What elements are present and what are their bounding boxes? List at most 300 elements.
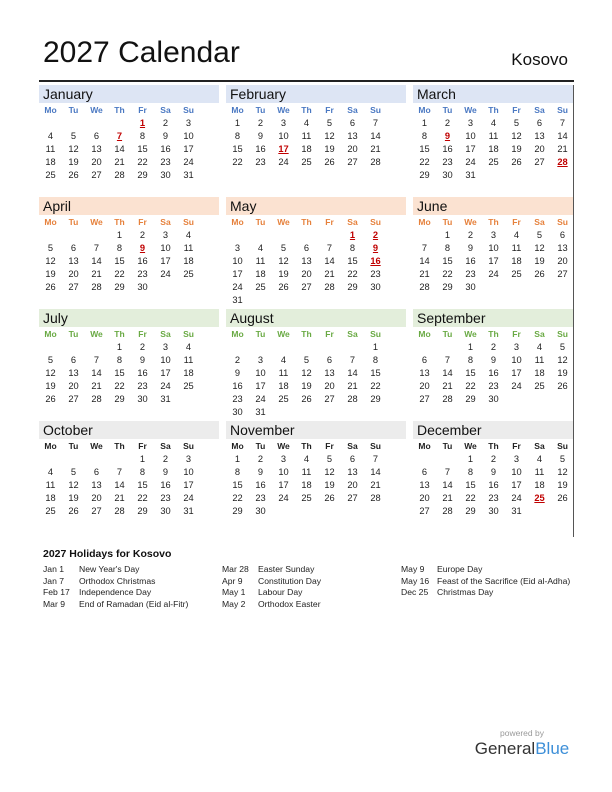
day-cell: 30 xyxy=(442,170,453,180)
day-cell: 28 xyxy=(370,493,381,503)
day-cell: 1 xyxy=(467,454,474,464)
weekday-label: We xyxy=(464,441,477,451)
day-cell: 20 xyxy=(419,381,430,391)
day-cell: 26 xyxy=(45,282,56,292)
day-cell: 23 xyxy=(255,493,266,503)
day-cell: 18 xyxy=(301,480,312,490)
day-cell: 13 xyxy=(419,480,430,490)
week-row xyxy=(39,380,219,393)
day-cell: 20 xyxy=(91,493,102,503)
month-block xyxy=(39,309,219,421)
day-cell: 7 xyxy=(349,355,356,365)
weekday-label: Su xyxy=(557,105,568,115)
day-cell xyxy=(551,169,574,182)
day-cell: 23 xyxy=(488,381,499,391)
day-cell: 24 xyxy=(488,269,499,279)
day-cell: 23 xyxy=(137,381,148,391)
holiday-date: May 2 xyxy=(222,598,246,609)
weekday-label: Tu xyxy=(68,329,79,339)
day-cell xyxy=(177,281,200,294)
week-row xyxy=(413,130,574,143)
day-cell: 21 xyxy=(419,269,430,279)
holiday-day-cell: 1 xyxy=(139,118,146,128)
weekday-label: Tu xyxy=(442,441,453,451)
day-cell: 21 xyxy=(370,480,381,490)
day-cell xyxy=(341,341,364,354)
day-cell: 31 xyxy=(511,506,522,516)
day-cell: 11 xyxy=(183,355,194,365)
day-cell: 1 xyxy=(116,230,123,240)
day-cell: 5 xyxy=(303,355,310,365)
week-row xyxy=(413,341,574,354)
day-cell xyxy=(482,281,505,294)
day-cell xyxy=(85,117,108,130)
day-cell: 11 xyxy=(301,467,312,477)
week-row xyxy=(413,242,574,255)
weekday-label: Th xyxy=(301,441,312,451)
day-cell: 27 xyxy=(419,506,430,516)
day-cell: 26 xyxy=(557,381,568,391)
weekday-label: Tu xyxy=(255,105,266,115)
day-cell: 2 xyxy=(490,454,497,464)
day-cell: 8 xyxy=(467,355,474,365)
holiday-name: Orthodox Christmas xyxy=(79,575,156,586)
day-cell: 8 xyxy=(421,131,428,141)
day-cell: 12 xyxy=(301,368,312,378)
quarter-row xyxy=(39,85,574,197)
day-cell: 3 xyxy=(234,243,241,253)
weekday-header xyxy=(413,215,574,229)
day-cell: 14 xyxy=(557,131,568,141)
holiday-name: Feast of the Sacrifice (Eid al-Adha) xyxy=(437,575,571,586)
day-cell: 17 xyxy=(255,381,266,391)
day-cell: 14 xyxy=(324,256,335,266)
day-cell: 22 xyxy=(114,269,125,279)
month-title: January xyxy=(39,85,219,103)
day-cell xyxy=(85,341,108,354)
day-cell: 23 xyxy=(137,269,148,279)
day-cell: 25 xyxy=(534,381,545,391)
holiday-item xyxy=(401,564,571,576)
day-cell xyxy=(318,406,341,419)
day-cell: 3 xyxy=(162,230,169,240)
week-row xyxy=(226,294,406,307)
day-cell xyxy=(62,229,85,242)
day-cell: 14 xyxy=(114,144,125,154)
weekday-label: Th xyxy=(488,441,499,451)
day-cell: 11 xyxy=(183,243,194,253)
weekday-label: Sa xyxy=(534,441,545,451)
day-cell: 1 xyxy=(116,342,123,352)
month-title: September xyxy=(413,309,574,327)
day-cell: 22 xyxy=(137,493,148,503)
holiday-item xyxy=(43,587,213,599)
day-cell: 8 xyxy=(467,467,474,477)
day-cell: 31 xyxy=(255,407,266,417)
weekday-header xyxy=(39,103,219,117)
day-cell: 15 xyxy=(465,480,476,490)
day-cell xyxy=(364,505,387,518)
weekday-label: Sa xyxy=(534,105,545,115)
holiday-item xyxy=(43,576,213,588)
day-cell: 21 xyxy=(370,144,381,154)
day-cell: 9 xyxy=(234,368,241,378)
day-cell: 8 xyxy=(234,131,241,141)
day-cell: 18 xyxy=(301,144,312,154)
week-row xyxy=(39,453,219,466)
day-cell: 24 xyxy=(160,269,171,279)
week-row xyxy=(226,505,406,518)
day-cell: 16 xyxy=(465,256,476,266)
month-block xyxy=(413,309,574,421)
day-cell: 11 xyxy=(301,131,312,141)
weekday-label: Mo xyxy=(44,217,57,227)
day-cell: 23 xyxy=(488,493,499,503)
day-cell xyxy=(272,229,295,242)
weekday-header xyxy=(226,103,406,117)
week-row xyxy=(413,367,574,380)
day-cell: 8 xyxy=(372,355,379,365)
day-cell: 12 xyxy=(511,131,522,141)
day-cell: 8 xyxy=(139,131,146,141)
day-cell xyxy=(295,229,318,242)
weekday-label: Sa xyxy=(160,105,171,115)
day-cell: 4 xyxy=(513,230,520,240)
day-cell xyxy=(482,169,505,182)
week-row xyxy=(413,281,574,294)
day-cell: 3 xyxy=(280,454,287,464)
day-cell: 26 xyxy=(45,394,56,404)
week-row xyxy=(226,380,406,393)
day-cell xyxy=(39,229,62,242)
day-cell: 7 xyxy=(372,118,379,128)
weekday-label: Tu xyxy=(442,217,453,227)
day-cell: 23 xyxy=(232,394,243,404)
day-cell: 6 xyxy=(93,131,100,141)
weekday-header xyxy=(413,327,574,341)
week-row xyxy=(413,354,574,367)
week-row xyxy=(226,341,406,354)
month-title: April xyxy=(39,197,219,215)
weekday-header xyxy=(226,439,406,453)
day-cell: 30 xyxy=(465,282,476,292)
day-cell: 28 xyxy=(442,394,453,404)
weekday-label: Mo xyxy=(231,441,244,451)
generalblue-logo[interactable] xyxy=(474,728,570,759)
day-cell: 4 xyxy=(490,118,497,128)
day-cell: 23 xyxy=(370,269,381,279)
day-cell: 17 xyxy=(511,480,522,490)
day-cell xyxy=(528,281,551,294)
holiday-day-cell: 1 xyxy=(349,230,356,240)
holiday-day-cell: 9 xyxy=(372,243,379,253)
day-cell: 19 xyxy=(301,381,312,391)
weekday-header xyxy=(226,215,406,229)
week-row xyxy=(226,367,406,380)
weekday-label: Su xyxy=(183,105,194,115)
holiday-item xyxy=(222,599,392,611)
weekday-label: Fr xyxy=(512,329,521,339)
day-cell: 26 xyxy=(511,157,522,167)
day-cell: 5 xyxy=(326,454,333,464)
day-cell: 8 xyxy=(116,355,123,365)
weekday-label: Tu xyxy=(68,217,79,227)
day-cell xyxy=(413,453,436,466)
day-cell: 2 xyxy=(444,118,451,128)
day-cell: 25 xyxy=(183,269,194,279)
day-cell: 16 xyxy=(488,480,499,490)
holiday-column xyxy=(401,564,571,599)
weekday-label: Th xyxy=(301,329,312,339)
weekday-header xyxy=(39,215,219,229)
brand-name xyxy=(474,739,570,759)
holiday-name: End of Ramadan (Eid al-Fitr) xyxy=(79,598,189,609)
holiday-day-cell: 9 xyxy=(139,243,146,253)
week-row xyxy=(226,143,406,156)
day-cell: 18 xyxy=(534,368,545,378)
day-cell: 5 xyxy=(513,118,520,128)
day-cell: 5 xyxy=(47,243,54,253)
day-cell: 20 xyxy=(324,381,335,391)
day-cell: 4 xyxy=(185,230,192,240)
day-cell: 15 xyxy=(137,480,148,490)
day-cell: 27 xyxy=(557,269,568,279)
day-cell: 24 xyxy=(232,282,243,292)
day-cell: 6 xyxy=(70,355,77,365)
day-cell: 15 xyxy=(114,256,125,266)
weekday-label: We xyxy=(277,329,290,339)
holiday-date: Dec 25 xyxy=(401,587,429,597)
day-cell: 14 xyxy=(370,467,381,477)
weekday-label: Sa xyxy=(534,329,545,339)
weekday-label: Su xyxy=(183,329,194,339)
day-cell: 4 xyxy=(536,454,543,464)
holiday-item xyxy=(43,599,213,611)
week-row xyxy=(39,255,219,268)
day-cell: 5 xyxy=(280,243,287,253)
day-cell xyxy=(318,505,341,518)
quarter-row xyxy=(39,421,574,533)
day-cell: 7 xyxy=(93,243,100,253)
holiday-name: Orthodox Easter xyxy=(258,598,321,609)
week-row xyxy=(226,229,406,242)
day-cell xyxy=(295,294,318,307)
holiday-day-cell: 2 xyxy=(372,230,379,240)
day-cell: 14 xyxy=(91,256,102,266)
weekday-label: Tu xyxy=(68,441,79,451)
day-cell: 3 xyxy=(162,342,169,352)
weekday-label: Su xyxy=(183,441,194,451)
weekday-label: Th xyxy=(488,329,499,339)
day-cell: 12 xyxy=(324,131,335,141)
day-cell: 5 xyxy=(326,118,333,128)
day-cell: 12 xyxy=(278,256,289,266)
day-cell: 5 xyxy=(70,467,77,477)
day-cell: 19 xyxy=(45,381,56,391)
powered-by-text: powered by xyxy=(500,728,544,738)
weekday-label: Sa xyxy=(534,217,545,227)
day-cell xyxy=(341,406,364,419)
weekday-label: Tu xyxy=(442,105,453,115)
weekday-header xyxy=(39,439,219,453)
day-cell: 7 xyxy=(326,243,333,253)
day-cell: 20 xyxy=(347,480,358,490)
day-cell: 30 xyxy=(488,394,499,404)
weekday-label: Mo xyxy=(231,105,244,115)
day-cell: 27 xyxy=(91,170,102,180)
week-row xyxy=(413,505,574,518)
weekday-label: Mo xyxy=(418,329,431,339)
day-cell: 26 xyxy=(278,282,289,292)
holiday-day-cell: 9 xyxy=(444,131,451,141)
day-cell: 12 xyxy=(324,467,335,477)
week-row xyxy=(39,117,219,130)
day-cell: 11 xyxy=(488,131,499,141)
day-cell: 11 xyxy=(255,256,266,266)
weekday-label: Th xyxy=(301,217,312,227)
weekday-label: Su xyxy=(370,329,381,339)
weekday-label: Sa xyxy=(347,329,358,339)
weekday-label: Sa xyxy=(347,105,358,115)
day-cell: 1 xyxy=(421,118,428,128)
month-title: March xyxy=(413,85,574,103)
week-row xyxy=(226,453,406,466)
day-cell: 4 xyxy=(185,342,192,352)
weekday-label: Mo xyxy=(231,217,244,227)
day-cell xyxy=(436,453,459,466)
month-block xyxy=(413,197,574,309)
day-cell xyxy=(249,229,272,242)
day-cell xyxy=(295,406,318,419)
day-cell: 5 xyxy=(536,230,543,240)
day-cell xyxy=(505,281,528,294)
weekday-header xyxy=(413,103,574,117)
day-cell: 15 xyxy=(465,368,476,378)
day-cell: 7 xyxy=(372,454,379,464)
day-cell: 27 xyxy=(534,157,545,167)
day-cell: 18 xyxy=(511,256,522,266)
week-row xyxy=(226,492,406,505)
weekday-label: Mo xyxy=(44,105,57,115)
month-block xyxy=(226,309,406,421)
day-cell: 25 xyxy=(301,157,312,167)
day-cell: 18 xyxy=(488,144,499,154)
day-cell xyxy=(505,169,528,182)
day-cell: 4 xyxy=(303,454,310,464)
day-cell: 24 xyxy=(183,493,194,503)
day-cell: 22 xyxy=(232,157,243,167)
holiday-date: Jan 1 xyxy=(43,564,65,574)
day-cell: 22 xyxy=(442,269,453,279)
day-cell: 23 xyxy=(160,157,171,167)
week-row xyxy=(226,130,406,143)
day-cell: 21 xyxy=(557,144,568,154)
holiday-date: May 9 xyxy=(401,564,425,574)
day-cell: 1 xyxy=(467,342,474,352)
day-cell xyxy=(226,341,249,354)
day-cell: 29 xyxy=(232,506,243,516)
day-cell xyxy=(318,341,341,354)
day-cell: 15 xyxy=(442,256,453,266)
week-row xyxy=(39,242,219,255)
weekday-label: Sa xyxy=(347,441,358,451)
month-block xyxy=(39,197,219,309)
weekday-header xyxy=(413,439,574,453)
day-cell: 7 xyxy=(93,355,100,365)
day-cell xyxy=(272,294,295,307)
day-cell: 26 xyxy=(301,394,312,404)
day-cell: 22 xyxy=(137,157,148,167)
day-cell: 2 xyxy=(139,230,146,240)
holiday-day-cell: 7 xyxy=(116,131,123,141)
week-row xyxy=(413,492,574,505)
holiday-day-cell: 16 xyxy=(370,256,381,266)
day-cell: 23 xyxy=(160,493,171,503)
day-cell: 14 xyxy=(347,368,358,378)
day-cell: 19 xyxy=(557,480,568,490)
weekday-label: We xyxy=(90,217,103,227)
day-cell: 22 xyxy=(114,381,125,391)
day-cell: 11 xyxy=(511,243,522,253)
day-cell: 2 xyxy=(162,118,169,128)
day-cell: 10 xyxy=(183,131,194,141)
day-cell: 2 xyxy=(139,342,146,352)
day-cell: 13 xyxy=(91,144,102,154)
day-cell: 16 xyxy=(488,368,499,378)
weekday-label: Th xyxy=(114,105,125,115)
day-cell xyxy=(39,453,62,466)
day-cell xyxy=(551,505,574,518)
day-cell: 12 xyxy=(534,243,545,253)
day-cell: 20 xyxy=(534,144,545,154)
day-cell: 12 xyxy=(45,256,56,266)
week-row xyxy=(413,380,574,393)
week-row xyxy=(413,169,574,182)
day-cell: 26 xyxy=(324,493,335,503)
week-row xyxy=(226,354,406,367)
week-row xyxy=(39,479,219,492)
week-row xyxy=(413,255,574,268)
day-cell: 3 xyxy=(257,355,264,365)
day-cell: 16 xyxy=(160,480,171,490)
day-cell: 30 xyxy=(370,282,381,292)
day-cell: 9 xyxy=(257,467,264,477)
week-row xyxy=(39,268,219,281)
day-cell: 14 xyxy=(370,131,381,141)
holidays-title: 2027 Holidays for Kosovo xyxy=(43,548,172,560)
day-cell: 17 xyxy=(232,269,243,279)
day-cell: 16 xyxy=(137,368,148,378)
day-cell: 21 xyxy=(91,381,102,391)
day-cell: 30 xyxy=(137,282,148,292)
holiday-name: Europe Day xyxy=(437,564,483,574)
day-cell: 30 xyxy=(137,394,148,404)
day-cell: 18 xyxy=(45,493,56,503)
day-cell: 5 xyxy=(47,355,54,365)
day-cell: 30 xyxy=(232,407,243,417)
day-cell: 17 xyxy=(183,480,194,490)
day-cell: 14 xyxy=(91,368,102,378)
day-cell: 13 xyxy=(347,467,358,477)
day-cell: 9 xyxy=(162,131,169,141)
week-row xyxy=(226,156,406,169)
day-cell: 20 xyxy=(557,256,568,266)
weekday-label: Fr xyxy=(325,441,334,451)
week-row xyxy=(39,229,219,242)
day-cell: 3 xyxy=(280,118,287,128)
day-cell: 24 xyxy=(278,493,289,503)
day-cell: 29 xyxy=(465,506,476,516)
